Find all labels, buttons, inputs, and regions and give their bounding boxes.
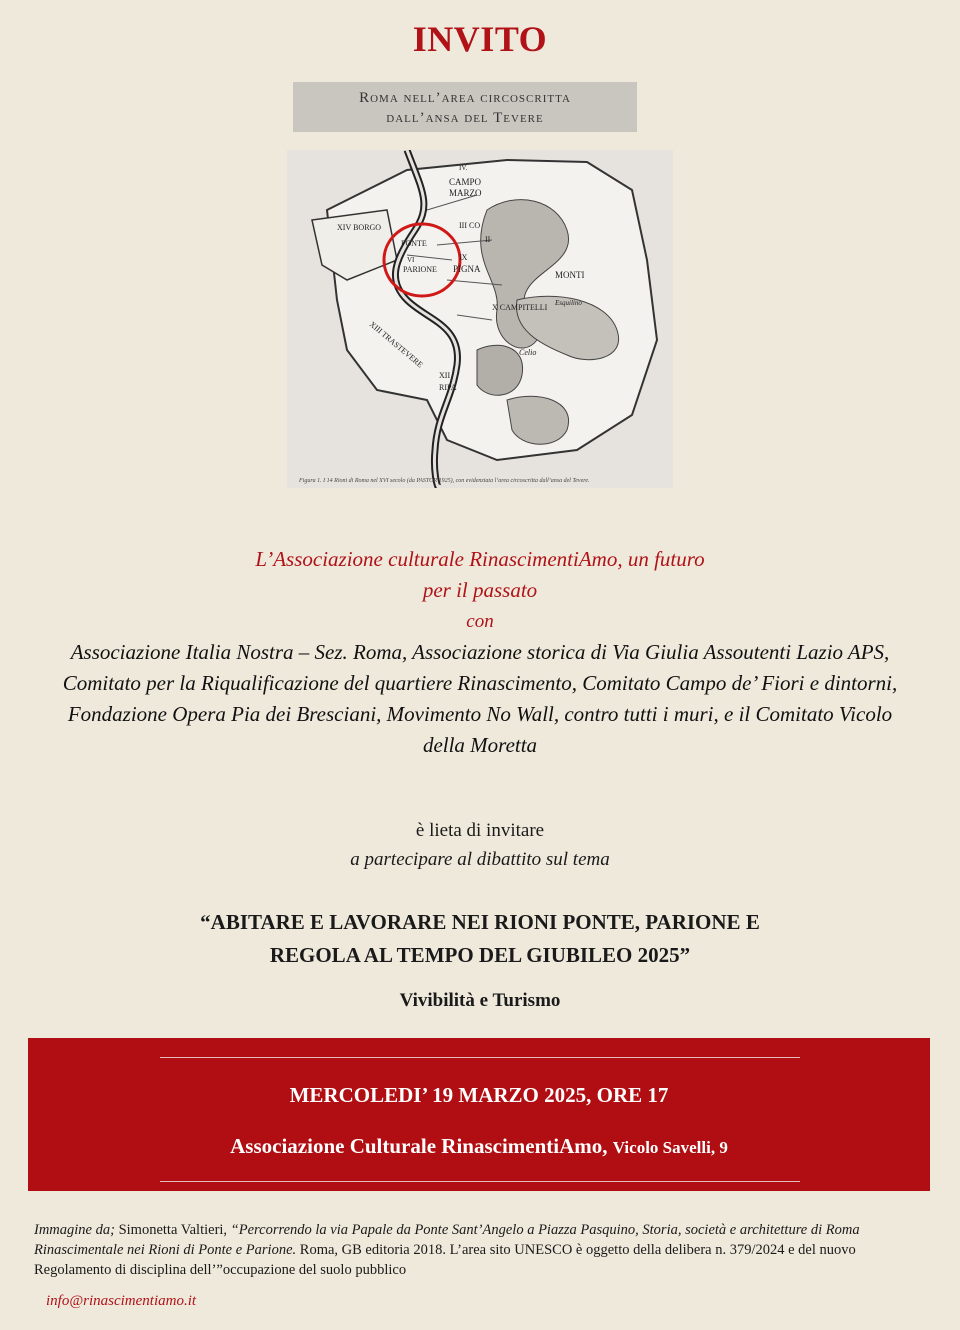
intro-line1: L’Associazione culturale RinascimentiAmo, un futuro	[255, 547, 705, 571]
credit-book-title: “Percorrendo la via Papale da Ponte Sant’Angelo a Piazza Pasquino, Storia, società e architetture di Roma Rinascimentale nei Rioni di Ponte e Parione.	[34, 1222, 860, 1258]
event-venue	[28, 1134, 930, 1159]
page-title: INVITO	[412, 19, 548, 59]
map-label-trastevere: XIII TRASTEVERE	[367, 319, 425, 370]
invite-line2: a partecipare al dibattito sul tema	[350, 849, 610, 870]
contact-email-link[interactable]: info@rinascimentiamo.it	[46, 1293, 197, 1309]
map-label-trevi: II	[485, 235, 491, 244]
credit-publisher: Roma, GB editoria 2018. L’area sito UNESCO è oggetto della delibera n. 379/2024 e del nuovo Regolamento di disciplina dell’”occupazione del suolo pubblico	[34, 1242, 856, 1278]
svg-text:VI: VI	[407, 256, 415, 264]
intro-block	[60, 544, 900, 761]
map-label-colonna: III CO	[459, 221, 481, 230]
intro-con: con	[466, 611, 494, 632]
banner-bottom-rule	[160, 1181, 800, 1182]
venue-address: Vicolo Savelli, 9	[612, 1138, 728, 1157]
theme-subtitle: Vivibilità e Turismo	[399, 990, 561, 1011]
banner-top-rule	[160, 1057, 800, 1058]
svg-text:XII: XII	[439, 371, 451, 380]
svg-text:MARZO: MARZO	[449, 188, 482, 198]
map-label-borgo: XIV BORGO	[337, 223, 382, 232]
svg-text:IX: IX	[459, 253, 468, 262]
map-caption-box	[293, 82, 637, 132]
map-label-monti: MONTI	[555, 270, 585, 280]
credit-label: Immagine da;	[34, 1222, 115, 1238]
event-banner	[28, 1038, 930, 1191]
invite-line1: è lieta di invitare	[415, 820, 545, 841]
map-label-celio: Celio	[519, 348, 537, 357]
map-label-ponte: PONTE	[401, 239, 427, 248]
historic-map-figure	[287, 82, 673, 488]
map-caption-line2: dall’ansa del Tevere	[386, 110, 544, 126]
svg-text:PARIONE: PARIONE	[403, 265, 437, 274]
theme-line1: “ABITARE E LAVORARE NEI RIONI PONTE, PARIONE E	[200, 910, 760, 934]
intro-line2: per il passato	[422, 578, 538, 602]
map-label-campo-num: IV.	[459, 164, 468, 172]
rome-rioni-map	[287, 150, 673, 488]
image-credit	[34, 1220, 934, 1280]
svg-text:RIPA: RIPA	[439, 383, 457, 392]
map-figure-caption: Figura 1. I 14 Rioni di Roma nel XVI secolo (da PASTOR 1925), con evidenziata l’area circoscritta dall’ansa del Tevere.	[299, 478, 590, 484]
partners-list: Associazione Italia Nostra – Sez. Roma, Associazione storica di Via Giulia Assoutenti Lazio APS, Comitato per la Riqualificazione del quartiere Rinascimento, Comitato Campo de’ Fiori e dintorni, Fondazione Opera Pia dei Bresciani, Movimento No Wall, contro tutti i muri, e il Comitato Vicolo della Moretta	[62, 640, 898, 757]
event-date: MERCOLEDI’ 19 MARZO 2025, ORE 17	[289, 1083, 669, 1107]
map-label-campitelli: X CAMPITELLI	[492, 303, 548, 312]
map-caption-line1: Roma nell’area circoscritta	[359, 90, 571, 106]
theme-line2: REGOLA AL TEMPO DEL GIUBILEO 2025”	[269, 943, 691, 967]
invite-text	[60, 816, 900, 874]
venue-name: Associazione Culturale RinascimentiAmo,	[230, 1134, 613, 1158]
credit-author: Simonetta Valtieri,	[114, 1222, 231, 1238]
map-label-esquilino: Esquilino	[555, 299, 582, 307]
svg-text:CAMPO: CAMPO	[449, 177, 482, 187]
map-label-pigna: PIGNA	[453, 264, 481, 274]
debate-theme	[60, 906, 900, 972]
